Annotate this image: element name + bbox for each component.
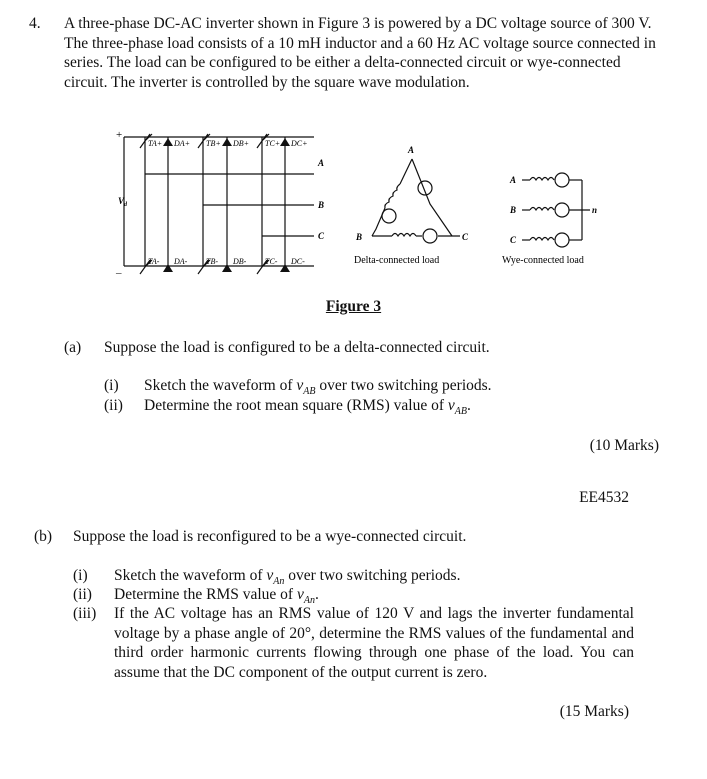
delta-ac-source-ca xyxy=(382,209,396,223)
switch-label-tc-minus: TC- xyxy=(265,257,278,266)
switch-label-tc-plus: TC+ xyxy=(265,139,281,148)
switch-label-ta-minus: TA- xyxy=(148,257,160,266)
diode-label-da-plus: DA+ xyxy=(174,139,191,148)
inverter-phase-b-label: B xyxy=(318,200,325,210)
course-code: EE4532 xyxy=(579,489,629,506)
delta-ac-source-bc xyxy=(423,229,437,243)
diode-label-db-plus: DB+ xyxy=(233,139,250,148)
part-a-item-i-label: (i) xyxy=(104,377,119,394)
wye-node-b-label: B xyxy=(510,205,517,215)
switch-label-ta-plus: TA+ xyxy=(148,139,163,148)
diode-label-dc-minus: DC- xyxy=(291,257,305,266)
part-a-item-ii-label: (ii) xyxy=(104,397,123,414)
wye-neutral-label: n xyxy=(592,205,598,215)
diode-label-dc-plus: DC+ xyxy=(291,139,308,148)
figure-caption: Figure 3 xyxy=(325,298,382,315)
switch-label-tb-minus: TB- xyxy=(206,257,218,266)
part-b-label: (b) xyxy=(34,528,53,545)
dc-minus-label: _ xyxy=(116,263,122,275)
dc-plus-label: + xyxy=(116,129,123,141)
wye-load xyxy=(522,173,590,247)
part-b-item-i-label: (i) xyxy=(73,567,88,584)
delta-load xyxy=(372,159,460,243)
part-b-item-ii: Determine the RMS value of $v_{An}$. xyxy=(114,586,319,607)
diode-label-db-minus: DB- xyxy=(233,257,247,266)
part-b-item-iii: If the AC voltage has an RMS value of 120 V and lags the inverter fundamental voltage by a phase angle of 20°, determine the RMS values of the fundamental and third order harmonic currents flowing through one phase of the load. You can assume that the DC component of the output current is zero. xyxy=(114,605,634,681)
delta-node-a-label: A xyxy=(408,145,415,155)
wye-node-a-label: A xyxy=(510,175,517,185)
wye-node-c-label: C xyxy=(510,235,517,245)
delta-caption: Delta-connected load xyxy=(354,255,440,266)
part-a-label: (a) xyxy=(64,339,82,356)
figure-3 xyxy=(110,126,610,281)
part-b-item-i: Sketch the waveform of $v_{An}$ over two switching periods. xyxy=(114,567,461,588)
switch-label-tb-plus: TB+ xyxy=(206,139,221,148)
part-b-item-iii-label: (iii) xyxy=(73,605,97,622)
question-number: 4. xyxy=(29,15,41,32)
part-b-item-ii-label: (ii) xyxy=(73,586,92,603)
inverter-phase-c-label: C xyxy=(318,231,325,241)
question-text: A three-phase DC-AC inverter shown in Figure 3 is powered by a DC voltage source of 300 V. The three-phase load consists of a 10 mH inductor and a 60 Hz AC voltage source connected in series. The load can be configured to be either a delta-connected circuit or wye-connected circuit. The inverter is controlled by the square wave modulation. xyxy=(64,15,656,91)
part-a-marks: (10 Marks) xyxy=(589,437,659,454)
part-b-marks: (15 Marks) xyxy=(559,703,629,720)
circuit-diagram xyxy=(110,126,610,276)
vd-label: $V_d$ xyxy=(118,196,128,208)
delta-node-c-label: C xyxy=(462,232,469,242)
part-a-item-ii: Determine the root mean square (RMS) value of $v_{AB}$. xyxy=(144,397,471,418)
wye-caption: Wye-connected load xyxy=(502,255,584,266)
diode-label-da-minus: DA- xyxy=(174,257,188,266)
part-a-item-i: Sketch the waveform of $v_{AB}$ over two switching periods. xyxy=(144,377,492,398)
inverter-phase-a-label: A xyxy=(318,158,325,168)
part-b-text: Suppose the load is reconfigured to be a wye-connected circuit. xyxy=(73,528,467,545)
delta-node-b-label: B xyxy=(356,232,363,242)
part-a-text: Suppose the load is configured to be a delta-connected circuit. xyxy=(104,339,490,356)
